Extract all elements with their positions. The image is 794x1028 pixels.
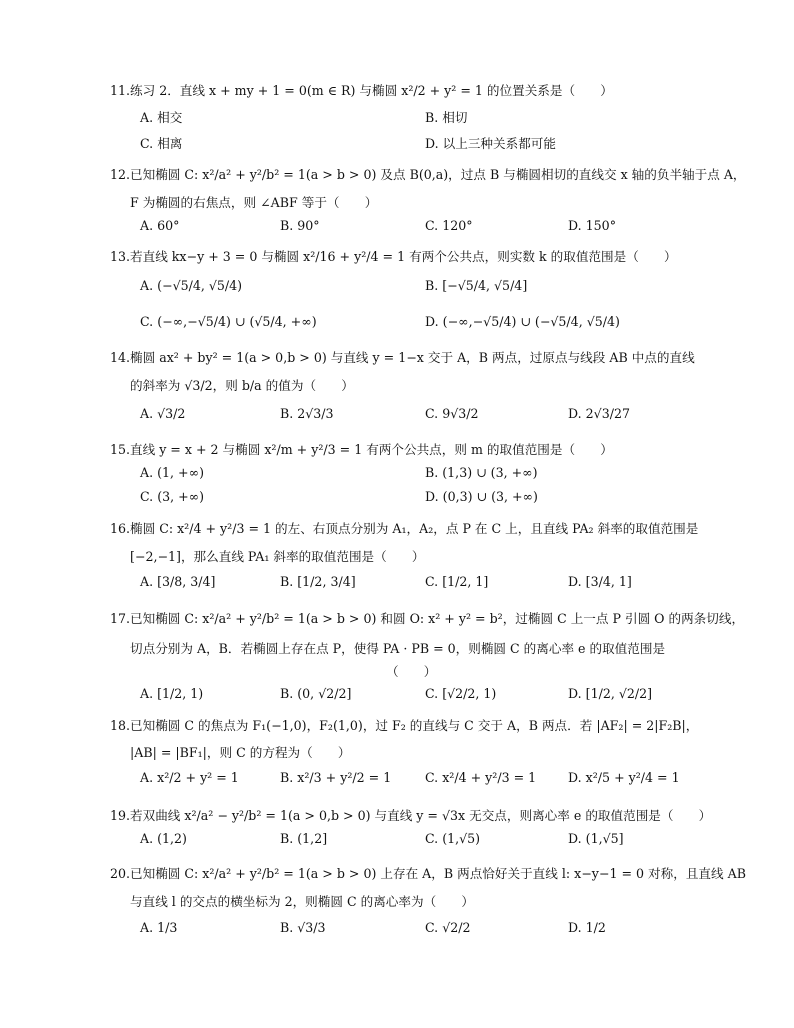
question-number: 14. — [110, 350, 131, 365]
question-text: 已知椭圆 C: x²/a² + y²/b² = 1(a > b > 0) 和圆 O: x² + y² = b²，过椭圆 C 上一点 P 引圆 O 的两条切线， — [130, 611, 745, 626]
option-b[interactable]: B. (0, √2/2] — [280, 686, 352, 701]
option-a[interactable]: A. √3/2 — [140, 406, 186, 421]
option-c[interactable]: C. [1/2, 1] — [425, 574, 489, 589]
option-a[interactable]: A. x²/2 + y² = 1 — [140, 770, 239, 785]
question-number: 11. — [110, 83, 131, 98]
option-b[interactable]: B. [1/2, 3/4] — [280, 574, 356, 589]
option-d[interactable]: D. (1,√5] — [568, 831, 624, 846]
question-text: 已知椭圆 C: x²/a² + y²/b² = 1(a > b > 0) 上存在 A，B 两点恰好关于直线 l: x−y−1 = 0 对称，且直线 AB — [130, 866, 746, 881]
option-c[interactable]: C. (1,√5) — [425, 831, 481, 846]
option-a[interactable]: A. 相交 — [140, 110, 183, 125]
option-a[interactable]: A. (−√5/4, √5/4) — [140, 278, 243, 293]
question-text-line-2: 的斜率为 √3/2，则 b/a 的值为（ ） — [130, 378, 354, 393]
option-a[interactable]: A. 60° — [140, 218, 180, 233]
question-stem — [110, 80, 613, 99]
option-d[interactable]: D. (−∞,−√5/4) ∪ (−√5/4, √5/4) — [425, 314, 620, 329]
question-number: 18. — [110, 718, 131, 733]
option-c[interactable]: C. √2/2 — [425, 920, 471, 935]
option-b[interactable]: B. √3/3 — [280, 920, 326, 935]
question-text-line-2: 与直线 l 的交点的横坐标为 2，则椭圆 C 的离心率为（ ） — [130, 894, 474, 909]
option-b[interactable]: B. 相切 — [425, 110, 468, 125]
question-text-line-2: 切点分别为 A，B．若椭圆上存在点 P，使得 PA · PB = 0，则椭圆 C 的离心率 e 的取值范围是 — [130, 641, 666, 656]
question-number: 15. — [110, 442, 131, 457]
option-b[interactable]: B. [−√5/4, √5/4] — [425, 278, 528, 293]
option-a[interactable]: A. (1,2) — [140, 831, 187, 846]
option-c[interactable]: C. (3, +∞) — [140, 489, 205, 504]
question-text-line-2: F 为椭圆的右焦点，则 ∠ABF 等于（ ） — [130, 195, 378, 210]
question-stem — [110, 347, 695, 366]
question-number: 13. — [110, 249, 131, 264]
option-c[interactable]: C. (−∞,−√5/4) ∪ (√5/4, +∞) — [140, 314, 317, 329]
option-b[interactable]: B. x²/3 + y²/2 = 1 — [280, 770, 392, 785]
question-number: 17. — [110, 611, 131, 626]
option-d[interactable]: D. 2√3/27 — [568, 406, 630, 421]
option-a[interactable]: A. (1, +∞) — [140, 465, 204, 480]
option-c[interactable]: C. 相离 — [140, 136, 183, 151]
option-c[interactable]: C. 120° — [425, 218, 473, 233]
option-a[interactable]: A. [3/8, 3/4] — [140, 574, 216, 589]
question-text: 若双曲线 x²/a² − y²/b² = 1(a > 0,b > 0) 与直线 y = √3x 无交点，则离心率 e 的取值范围是（ ） — [130, 808, 712, 823]
option-a[interactable]: A. [1/2, 1) — [140, 686, 204, 701]
option-b[interactable]: B. (1,3) ∪ (3, +∞) — [425, 465, 538, 480]
option-d[interactable]: D. 150° — [568, 218, 616, 233]
question-number: 20. — [110, 866, 131, 881]
question-stem — [110, 246, 677, 265]
option-d[interactable]: D. (0,3) ∪ (3, +∞) — [425, 489, 538, 504]
question-stem — [110, 518, 698, 537]
question-number: 16. — [110, 521, 131, 536]
question-text-line-3: （ ） — [386, 664, 437, 679]
question-stem — [110, 164, 746, 183]
option-d[interactable]: D. x²/5 + y²/4 = 1 — [568, 770, 680, 785]
option-d[interactable]: D. 1/2 — [568, 920, 606, 935]
option-a[interactable]: A. 1/3 — [140, 920, 178, 935]
option-d[interactable]: D. 以上三种关系都可能 — [425, 136, 556, 151]
question-stem — [110, 863, 746, 882]
question-text: 直线 y = x + 2 与椭圆 x²/m + y²/3 = 1 有两个公共点，则 m 的取值范围是（ ） — [130, 442, 613, 457]
question-text: 已知椭圆 C: x²/a² + y²/b² = 1(a > b > 0) 及点 B(0,a)，过点 B 与椭圆相切的直线交 x 轴的负半轴于点 A， — [130, 167, 746, 182]
option-c[interactable]: C. x²/4 + y²/3 = 1 — [425, 770, 537, 785]
question-text-line-2: [−2,−1]，那么直线 PA₁ 斜率的取值范围是（ ） — [130, 549, 425, 564]
question-text: 椭圆 C: x²/4 + y²/3 = 1 的左、右顶点分别为 A₁，A₂，点 P 在 C 上，且直线 PA₂ 斜率的取值范围是 — [130, 521, 699, 536]
option-d[interactable]: D. [1/2, √2/2] — [568, 686, 653, 701]
option-b[interactable]: B. 2√3/3 — [280, 406, 334, 421]
question-stem — [110, 439, 613, 458]
option-c[interactable]: C. 9√3/2 — [425, 406, 479, 421]
question-text: 练习 2．直线 x + my + 1 = 0(m ∈ R) 与椭圆 x²/2 + y² = 1 的位置关系是（ ） — [130, 83, 613, 98]
question-text-line-2: |AB| = |BF₁|，则 C 的方程为（ ） — [130, 745, 351, 760]
question-text: 已知椭圆 C 的焦点为 F₁(−1,0)，F₂(1,0)，过 F₂ 的直线与 C 交于 A，B 两点．若 |AF₂| = 2|F₂B|， — [130, 718, 699, 733]
question-text: 若直线 kx−y + 3 = 0 与椭圆 x²/16 + y²/4 = 1 有两个公共点，则实数 k 的取值范围是（ ） — [130, 249, 677, 264]
question-stem — [110, 608, 744, 627]
question-text: 椭圆 ax² + by² = 1(a > 0,b > 0) 与直线 y = 1−x 交于 A，B 两点，过原点与线段 AB 中点的直线 — [130, 350, 695, 365]
option-d[interactable]: D. [3/4, 1] — [568, 574, 632, 589]
option-c[interactable]: C. [√2/2, 1) — [425, 686, 497, 701]
question-stem — [110, 805, 711, 824]
option-b[interactable]: B. (1,2] — [280, 831, 328, 846]
question-number: 12. — [110, 167, 131, 182]
question-number: 19. — [110, 808, 131, 823]
question-stem — [110, 715, 698, 734]
option-b[interactable]: B. 90° — [280, 218, 320, 233]
